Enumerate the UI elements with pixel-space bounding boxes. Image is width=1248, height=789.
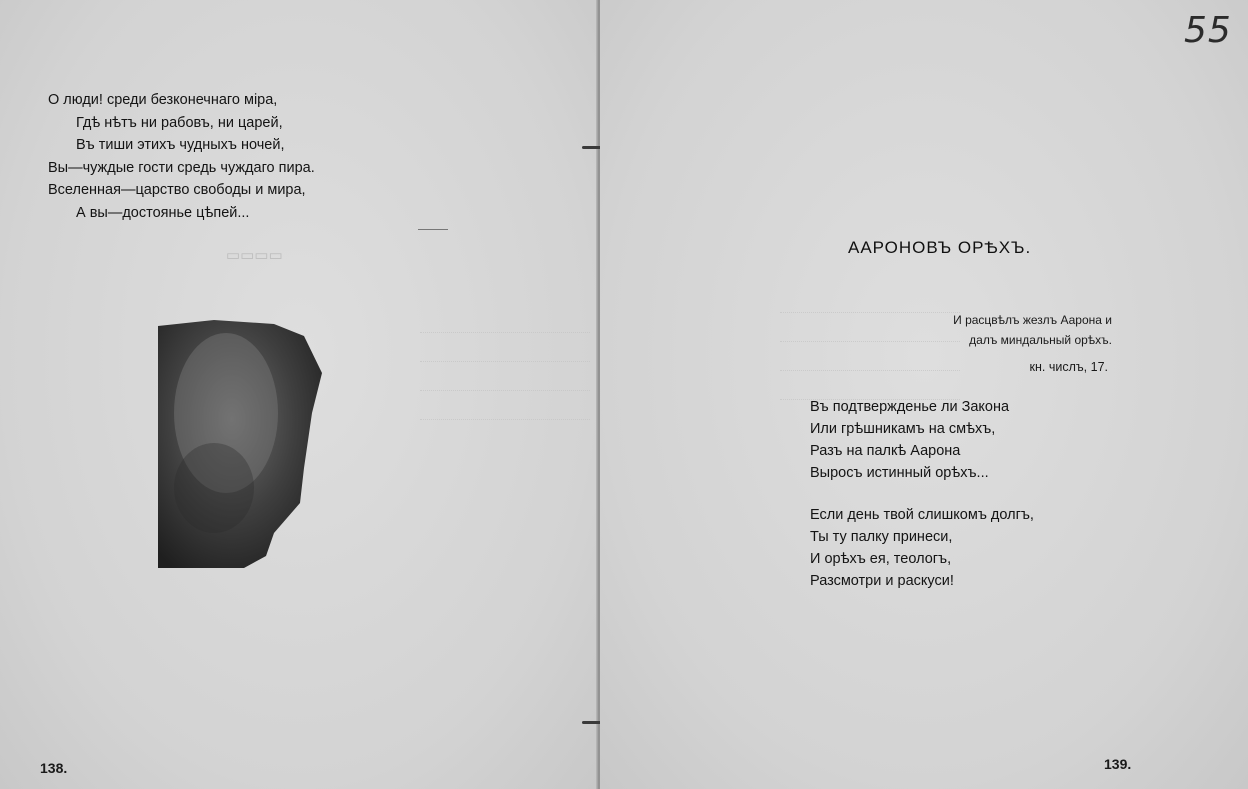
page-number: 139.: [1104, 756, 1132, 772]
page-number: 138.: [40, 760, 68, 776]
poem-line: Ты ту палку принеси,: [810, 529, 953, 545]
right-poem: [810, 396, 1034, 612]
poem-title: ААРОНОВЪ ОРѢХЪ.: [848, 238, 1032, 257]
epigraph-line: И расцвѣлъ жезлъ Аарона и: [953, 313, 1112, 327]
epigraph-line: далъ миндальный орѣхъ.: [969, 333, 1112, 347]
poem-line: Въ подтвержденье ли Закона: [810, 399, 1010, 415]
poem-line: О люди! среди безконечнаго міра,: [48, 92, 278, 108]
poem-line: Вы—чуждые гости средь чуждаго пира.: [48, 159, 315, 176]
poem-line: Или грѣшникамъ на смѣхъ,: [810, 421, 996, 437]
epigraph: [880, 310, 1112, 350]
divider-rule: [418, 229, 448, 230]
stanza: [810, 504, 1034, 592]
right-page: [600, 0, 1248, 789]
poem-line: Если день твой слишкомъ долгъ,: [810, 507, 1034, 523]
poem-line: И орѣхъ ея, теологъ,: [810, 551, 952, 567]
stanza: [810, 396, 1034, 484]
archive-page-number: 55: [1184, 10, 1232, 51]
poem-line: Въ тиши этихъ чудныхъ ночей,: [76, 137, 285, 153]
poem-line: Выросъ истинный орѣхъ...: [810, 465, 989, 481]
bleed-through-text: [420, 310, 590, 426]
poem-line: Гдѣ нѣтъ ни рабовъ, ни царей,: [76, 114, 283, 131]
bleed-through-heading: ▭▭▭▭: [226, 248, 283, 264]
poem-line: Разсмотри и раскуси!: [810, 573, 954, 589]
epigraph-source: кн. числъ, 17.: [1029, 360, 1108, 374]
left-page: [0, 0, 598, 789]
ink-stain-image: [154, 318, 324, 570]
left-poem: [48, 89, 315, 224]
poem-line: Вселенная—царство свободы и мира,: [48, 182, 306, 198]
poem-line: Разъ на палкѣ Аарона: [810, 443, 961, 459]
poem-line: А вы—достоянье цѣпей...: [76, 204, 250, 221]
